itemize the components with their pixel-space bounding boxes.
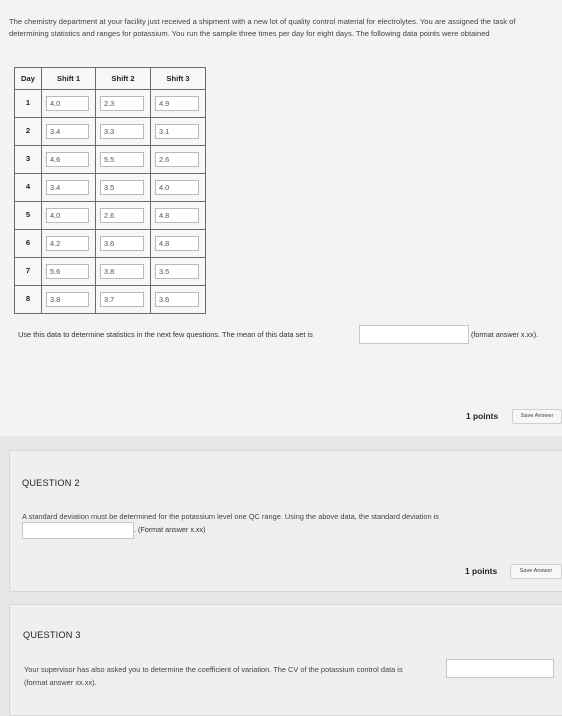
save-answer-button-q2[interactable]: Save Answer: [510, 564, 562, 579]
shift-3-value: 4.8: [155, 236, 199, 251]
day-cell: 4: [15, 174, 42, 202]
day-cell: 6: [15, 230, 42, 258]
table-row: [15, 174, 206, 202]
table-row: [15, 258, 206, 286]
shift-1-value: 4.0: [46, 96, 89, 111]
question-1-intro: The chemistry department at your facility just received a shipment with a new lot of quality control material for electrolytes. You are assigned the task of determining statistics and ranges for potassium. You run the sample three times per day for eight days. The following data points were obtained: [9, 17, 516, 38]
question-2-text: A standard deviation must be determined for the potassium level one QC range. Using the above data, the standard deviation is: [22, 512, 440, 521]
shift-2-value: 5.5: [100, 152, 144, 167]
shift-2-value: 3.6: [100, 236, 144, 251]
shift-1-value: 4.2: [46, 236, 89, 251]
question-3-panel: [9, 604, 562, 716]
day-cell: 2: [15, 118, 42, 146]
shift-3-value: 3.1: [155, 124, 199, 139]
question-1-points: 1 points: [466, 411, 499, 421]
shift-3-value: 3.6: [155, 292, 199, 307]
table-header-shift-3: Shift 3: [151, 68, 206, 90]
mean-answer-input[interactable]: [359, 325, 469, 344]
shift-1-value: 3.4: [46, 180, 89, 195]
shift-1-value: 3.4: [46, 124, 89, 139]
table-row: [15, 118, 206, 146]
shift-2-value: 2.3: [100, 96, 144, 111]
shift-3-value: 4.9: [155, 96, 199, 111]
day-cell: 8: [15, 286, 42, 314]
shift-1-value: 5.6: [46, 264, 89, 279]
shift-3-value: 2.6: [155, 152, 199, 167]
question-2-points: 1 points: [465, 566, 498, 576]
shift-3-value: 4.0: [155, 180, 199, 195]
cv-answer-input[interactable]: [446, 659, 554, 678]
day-cell: 7: [15, 258, 42, 286]
shift-2-value: 3.8: [100, 264, 144, 279]
table-header-shift-1: Shift 1: [42, 68, 96, 90]
table-header-shift-2: Shift 2: [96, 68, 151, 90]
shift-1-value: 4.0: [46, 208, 89, 223]
table-row: [15, 202, 206, 230]
day-cell: 5: [15, 202, 42, 230]
shift-2-value: 3.7: [100, 292, 144, 307]
shift-2-value: 3.5: [100, 180, 144, 195]
table-header-row: [15, 68, 206, 90]
shift-3-value: 4.8: [155, 208, 199, 223]
table-row: [15, 286, 206, 314]
table-row: [15, 230, 206, 258]
shift-3-value: 3.5: [155, 264, 199, 279]
question-3-title: QUESTION 3: [23, 630, 81, 640]
question-3-text: Your supervisor has also asked you to determine the coefficient of variation. The CV of the potassium control data is: [24, 665, 403, 674]
question-2-panel: [9, 450, 562, 592]
save-answer-button-q1[interactable]: Save Answer: [512, 409, 562, 424]
table-row: [15, 146, 206, 174]
question-2-title: QUESTION 2: [22, 478, 80, 488]
question-3-format-hint: (format answer xx.xx).: [24, 678, 97, 687]
question-1-format-hint: (format answer x.xx).: [471, 330, 539, 339]
day-cell: 1: [15, 90, 42, 118]
shift-1-value: 3.8: [46, 292, 89, 307]
shift-2-value: 3.3: [100, 124, 144, 139]
day-cell: 3: [15, 146, 42, 174]
table-header-day: Day: [15, 68, 42, 90]
table-row: [15, 90, 206, 118]
shift-1-value: 4.6: [46, 152, 89, 167]
potassium-data-table: [14, 67, 206, 314]
question-1-text: Use this data to determine statistics in the next few questions. The mean of this data set is: [18, 330, 313, 339]
question-2-format-hint: . (Format answer x.xx): [134, 525, 206, 534]
std-dev-answer-input[interactable]: [22, 522, 134, 539]
shift-2-value: 2.6: [100, 208, 144, 223]
